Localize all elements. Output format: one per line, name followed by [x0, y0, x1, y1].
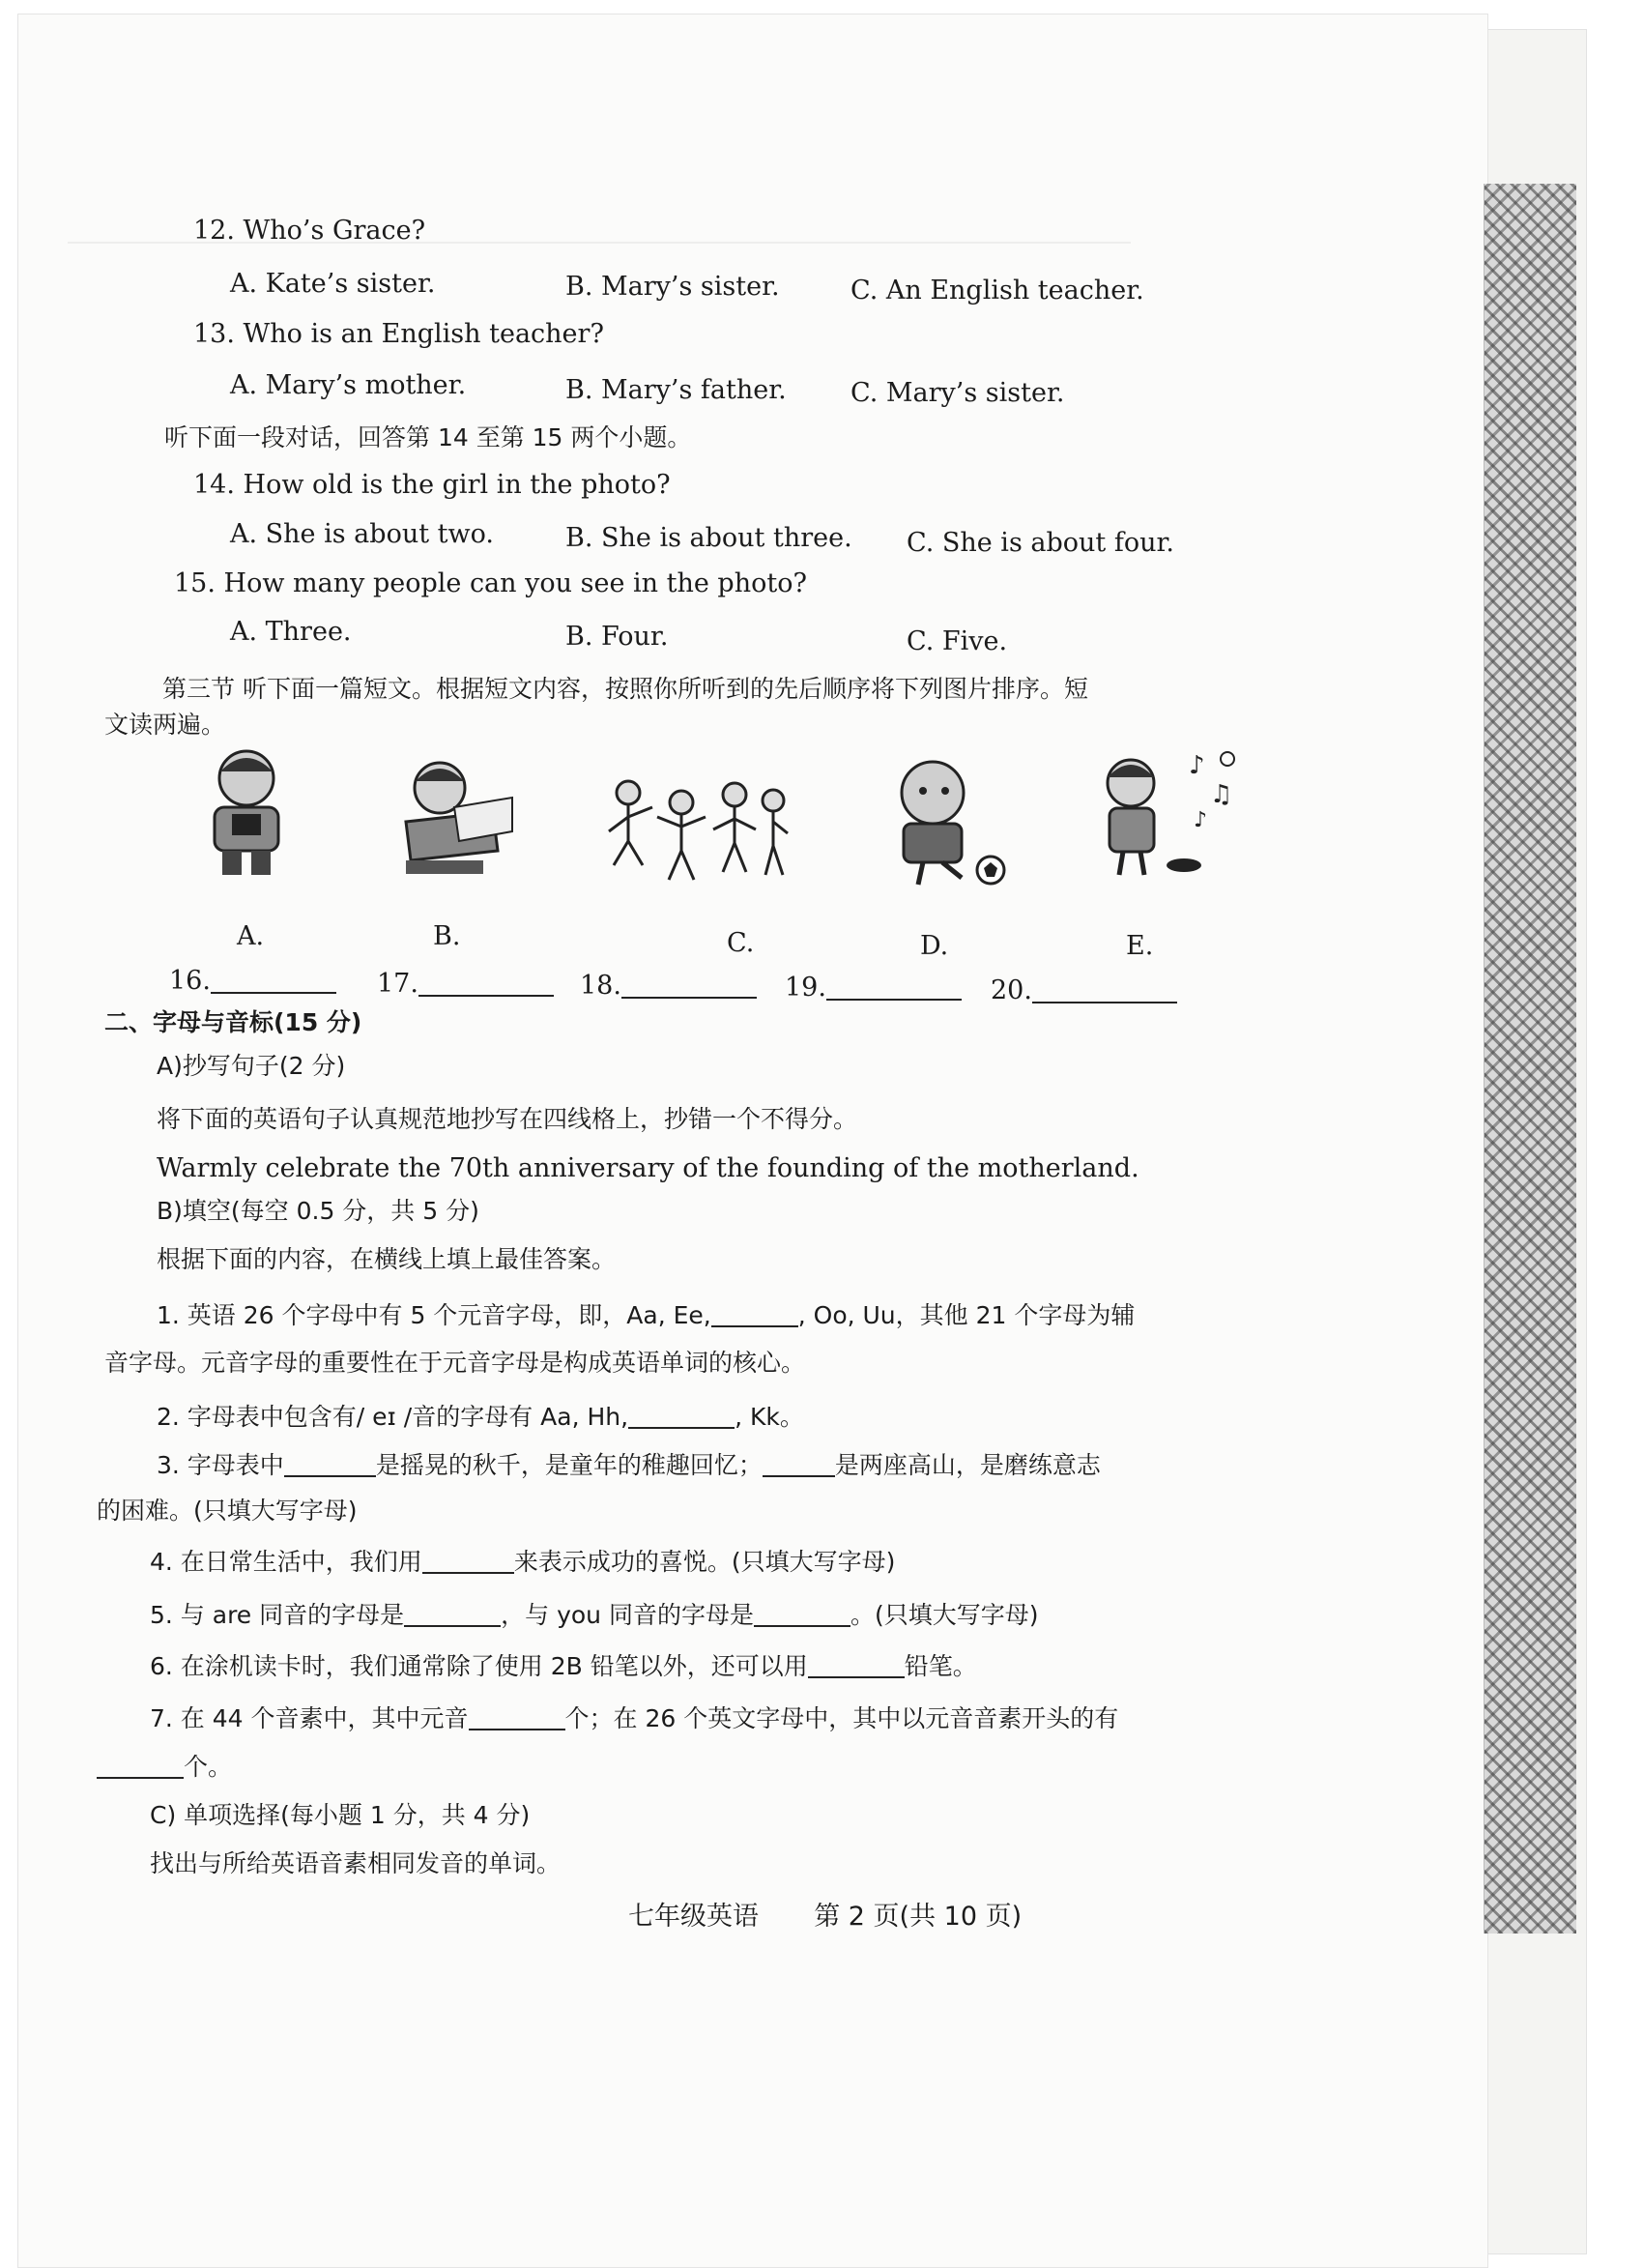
b4-text-b: 来表示成功的喜悦。(只填大写字母): [513, 1548, 896, 1576]
b2-text-a: 2. 字母表中包含有/ eɪ /音的字母有 Aa, Hh,: [157, 1403, 629, 1431]
picture-label-e: E.: [1126, 931, 1154, 961]
b3-blank-2[interactable]: [763, 1450, 835, 1477]
b7-text-b: 个；在 26 个英文字母中，其中以元音音素开头的有: [564, 1704, 1119, 1732]
answer-18-label: 18.: [580, 971, 621, 1001]
b3-line1: [157, 1450, 1101, 1477]
picture-e-boy-music-icon: [1082, 735, 1247, 880]
b3-text-b: 是摇晃的秋千，是童年的稚趣回忆；: [375, 1451, 763, 1479]
b3-blank-1[interactable]: [284, 1450, 376, 1477]
picture-label-b: B.: [433, 921, 461, 951]
page-footer: [628, 1895, 1022, 1933]
b5-blank-2[interactable]: [754, 1600, 850, 1627]
b7-line2: [97, 1752, 232, 1779]
b6-line: [150, 1651, 977, 1678]
footer-page-number: 第 2 页(共 10 页): [814, 1902, 1023, 1932]
b7-blank-2[interactable]: [97, 1752, 184, 1779]
q15-option-a: A. Three.: [230, 617, 352, 647]
b7-blank-1[interactable]: [469, 1703, 565, 1730]
answer-20-label: 20.: [991, 975, 1032, 1005]
picture-c-children-playing-icon: [599, 773, 793, 889]
b1-line2: 音字母。元音字母的重要性在于元音字母是构成英语单词的核心。: [104, 1349, 806, 1377]
b1-blank[interactable]: [711, 1300, 798, 1327]
answer-16-label: 16.: [169, 966, 211, 996]
part2-heading: 二、字母与音标(15 分): [104, 1008, 362, 1036]
answer-19-label: 19.: [785, 973, 826, 1003]
picture-b-boy-reading-icon: [387, 754, 522, 880]
picture-row: [193, 735, 1256, 961]
answer-16[interactable]: [169, 967, 336, 994]
picture-d-child-football-icon: [870, 754, 1015, 889]
q15-option-c: C. Five.: [907, 626, 1008, 656]
section3-instruction-line1: 第三节 听下面一篇短文。根据短文内容，按照你所听到的先后顺序将下列图片排序。短: [162, 675, 1088, 703]
svg-text:♪: ♪: [1189, 751, 1205, 780]
q14-stem: 14. How old is the girl in the photo?: [193, 470, 671, 500]
b3-text-a: 3. 字母表中: [157, 1451, 284, 1479]
q12-option-b: B. Mary’s sister.: [565, 272, 780, 302]
q12-stem: 12. Who’s Grace?: [193, 216, 426, 246]
q14-option-a: A. She is about two.: [230, 519, 494, 549]
q13-option-c: C. Mary’s sister.: [850, 378, 1065, 408]
b7-text-c: 个。: [184, 1753, 233, 1781]
b5-text-b: ，与 you 同音的字母是: [501, 1601, 754, 1629]
q12-option-c: C. An English teacher.: [850, 276, 1144, 305]
b3-text-c: 是两座高山，是磨练意志: [834, 1451, 1101, 1479]
part2-a-sentence: Warmly celebrate the 70th anniversary of the founding of the motherland.: [157, 1153, 1139, 1183]
b6-blank[interactable]: [808, 1651, 905, 1678]
b3-line2: 的困难。(只填大写字母): [97, 1497, 358, 1525]
section3-instruction-line2: 文读两遍。: [104, 711, 226, 739]
part2-c-instruction: 找出与所给英语音素相同发音的单词。: [150, 1849, 562, 1877]
q15-option-b: B. Four.: [565, 622, 669, 652]
q13-option-a: A. Mary’s mother.: [230, 370, 467, 400]
b1-text-a: 1. 英语 26 个字母中有 5 个元音字母，即，Aa, Ee,: [157, 1301, 711, 1329]
part2-b-instruction: 根据下面的内容，在横线上填上最佳答案。: [157, 1245, 617, 1273]
security-pattern-strip: [1484, 184, 1576, 1934]
b5-text-a: 5. 与 are 同音的字母是: [150, 1601, 405, 1629]
part2-b-heading: B)填空(每空 0.5 分，共 5 分): [157, 1197, 479, 1225]
b4-blank[interactable]: [422, 1547, 514, 1574]
b2-text-b: , Kk。: [735, 1403, 804, 1431]
picture-label-c: C.: [727, 928, 755, 958]
answer-18[interactable]: [580, 972, 757, 999]
svg-text:♪: ♪: [1194, 808, 1208, 832]
q14-option-b: B. She is about three.: [565, 523, 852, 553]
answer-17[interactable]: [377, 970, 554, 997]
q14-option-c: C. She is about four.: [907, 528, 1175, 558]
footer-subject: 七年级英语: [628, 1902, 759, 1932]
part2-a-heading: A)抄写句子(2 分): [157, 1052, 346, 1080]
part2-c-heading: C) 单项选择(每小题 1 分，共 4 分): [150, 1801, 531, 1829]
q12-option-a: A. Kate’s sister.: [230, 269, 436, 299]
b7-line1: [150, 1703, 1118, 1730]
b6-text-b: 铅笔。: [904, 1652, 977, 1680]
picture-label-a: A.: [237, 921, 265, 951]
q15-stem: 15. How many people can you see in the photo?: [174, 568, 807, 598]
b5-text-c: 。(只填大写字母): [850, 1601, 1039, 1629]
b6-text-a: 6. 在涂机读卡时，我们通常除了使用 2B 铅笔以外，还可以用: [150, 1652, 808, 1680]
b1-text-b: , Oo, Uu，其他 21 个字母为辅: [797, 1301, 1136, 1329]
answer-20[interactable]: [991, 976, 1177, 1003]
dialogue-intro: 听下面一段对话，回答第 14 至第 15 两个小题。: [164, 423, 692, 451]
picture-a-boy-camera-icon: [193, 744, 300, 880]
b4-line: [150, 1547, 895, 1574]
b7-text-a: 7. 在 44 个音素中，其中元音: [150, 1704, 469, 1732]
b2-line: [157, 1402, 804, 1429]
answer-19[interactable]: [785, 974, 962, 1001]
part2-a-instruction: 将下面的英语句子认真规范地抄写在四线格上，抄错一个不得分。: [157, 1105, 858, 1133]
b2-blank[interactable]: [628, 1402, 735, 1429]
b5-blank-1[interactable]: [404, 1600, 501, 1627]
b1-line1: [157, 1300, 1135, 1327]
b5-line: [150, 1600, 1038, 1627]
answer-17-label: 17.: [377, 969, 418, 999]
picture-label-d: D.: [920, 931, 949, 961]
svg-text:♫: ♫: [1210, 780, 1233, 809]
q13-stem: 13. Who is an English teacher?: [193, 319, 604, 349]
b4-text-a: 4. 在日常生活中，我们用: [150, 1548, 422, 1576]
q13-option-b: B. Mary’s father.: [565, 375, 787, 405]
